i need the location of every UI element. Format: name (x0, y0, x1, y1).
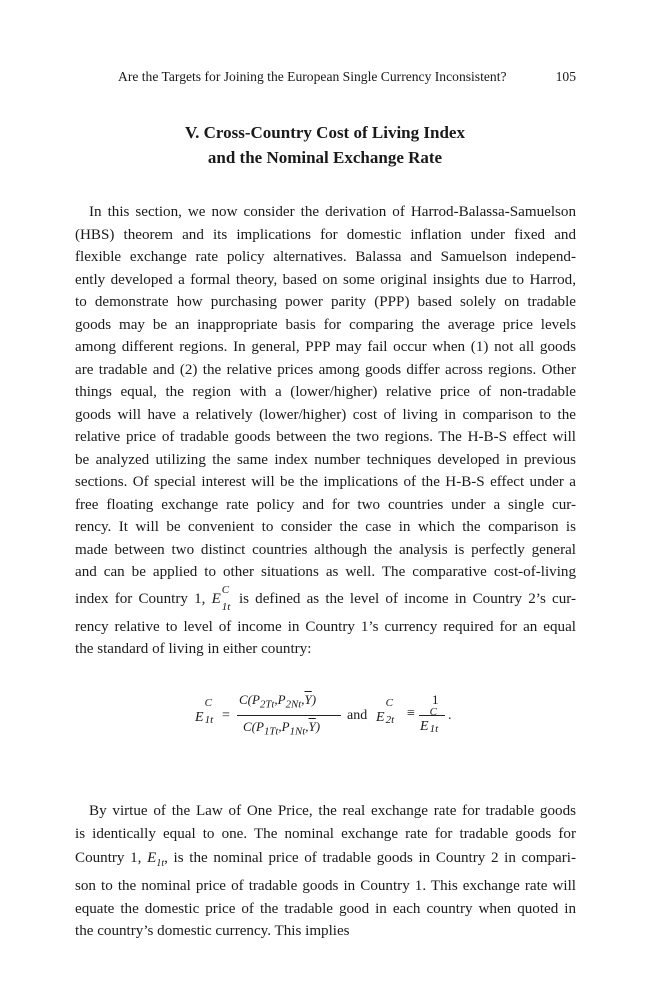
text-line: (HBS) theorem and its implications for domestic inflation under fixed and (75, 226, 576, 243)
equation-numerator: $C(P_{2Tt},P_{2Nt},\overline{Y})$ (239, 692, 317, 711)
text-line: among different regions. In general, PPP may fail occur when (1) not all goods (75, 339, 576, 355)
text-line: the country’s domestic currency. This implies (75, 923, 350, 939)
equals-sign: = (222, 708, 230, 723)
text-line: flexible exchange rate policy alternatives. Balassa and Samuelson independ- (75, 249, 576, 265)
symbol-E-C-1t: E C 1t (211, 583, 231, 613)
text-line: the standard of living in either country: (75, 641, 312, 657)
text-line: sections. Of special interest will be the implications of the H-B-S effect under a (75, 474, 576, 490)
identity-sign: ≡ (407, 706, 415, 721)
rhs-denominator: E C 1t (420, 706, 439, 735)
page-number: 105 (555, 69, 576, 84)
paragraph-2 (75, 800, 576, 943)
text-line: ently developed a formal theory, based on some original insights due to Harrod, (75, 271, 576, 288)
text-line: are tradable and (2) the relative prices among goods differ across regions. Other (75, 361, 576, 378)
text-line: By virtue of the Law of One Price, the real exchange rate for tradable goods (89, 803, 576, 819)
text-line: be analyzed utilizing the same index number techniques developed in previous (75, 451, 576, 468)
paragraph-1 (75, 201, 576, 661)
text-line: relative price of tradable goods between the two regions. The H-B-S effect will (75, 429, 576, 445)
equation-denominator: $C(P_{1Tt},P_{1Nt},\overline{Y})$ (243, 719, 321, 738)
running-head-title: Are the Targets for Joining the European Single Currency Inconsistent? (118, 69, 507, 84)
text-line: goods will have a relatively (lower/higher) cost of living in comparison to the (75, 406, 576, 423)
symbol-E-1t: $E_{1t}$ (147, 850, 165, 870)
equation-connector: and (347, 708, 368, 723)
text-line: is identically equal to one. The nominal exchange rate for tradable goods for (75, 825, 576, 842)
text-line-with-symbol: Country 1, $E_{1t}$, is the nominal price of tradable goods in Country 2 in compari- (75, 850, 577, 870)
section-heading (75, 120, 575, 170)
section-heading-line-1: V. Cross-Country Cost of Living Index (185, 123, 465, 142)
text-line: In this section, we now consider the derivation of Harrod-Balassa-Samuelson (89, 204, 576, 220)
text-line: and can be applied to other situations as well. The comparative cost-of-living (75, 564, 576, 580)
section-heading-line-2: and the Nominal Exchange Rate (207, 148, 443, 167)
text-line: rency. It will be convenient to consider the case in which the comparison is (75, 519, 576, 535)
fraction-bar (237, 715, 341, 716)
running-head (118, 69, 576, 89)
text-line: things equal, the region with a (lower/higher) relative price of non-tradable (75, 384, 576, 400)
text-line: equate the domestic price of the tradable good in each country when quoted in (75, 900, 576, 917)
equation-rhs: E C 2t (376, 697, 395, 726)
equation-lhs: E C 1t (195, 697, 214, 726)
rhs-numerator: 1 (432, 692, 439, 707)
text-line-with-symbol: index for Country 1, E C 1t is defined as the level of income in Country 2’s cur- (75, 583, 576, 613)
equation-end: . (448, 708, 452, 723)
text-line: rency relative to level of income in Country 1’s currency required for an equal (75, 618, 576, 635)
text-line: son to the nominal price of tradable goods in Country 1. This exchange rate will (75, 878, 576, 894)
text-line: to demonstrate how purchasing power parity (PPP) based solely on tradable (75, 294, 576, 310)
display-equation (195, 692, 475, 772)
text-line: made between two distinct countries although the analysis is perfectly general (75, 541, 576, 558)
text-line: free floating exchange rate policy and for two countries under a single cur- (75, 496, 576, 513)
text-line: goods may be an inappropriate basis for comparing the average price levels (75, 316, 576, 333)
